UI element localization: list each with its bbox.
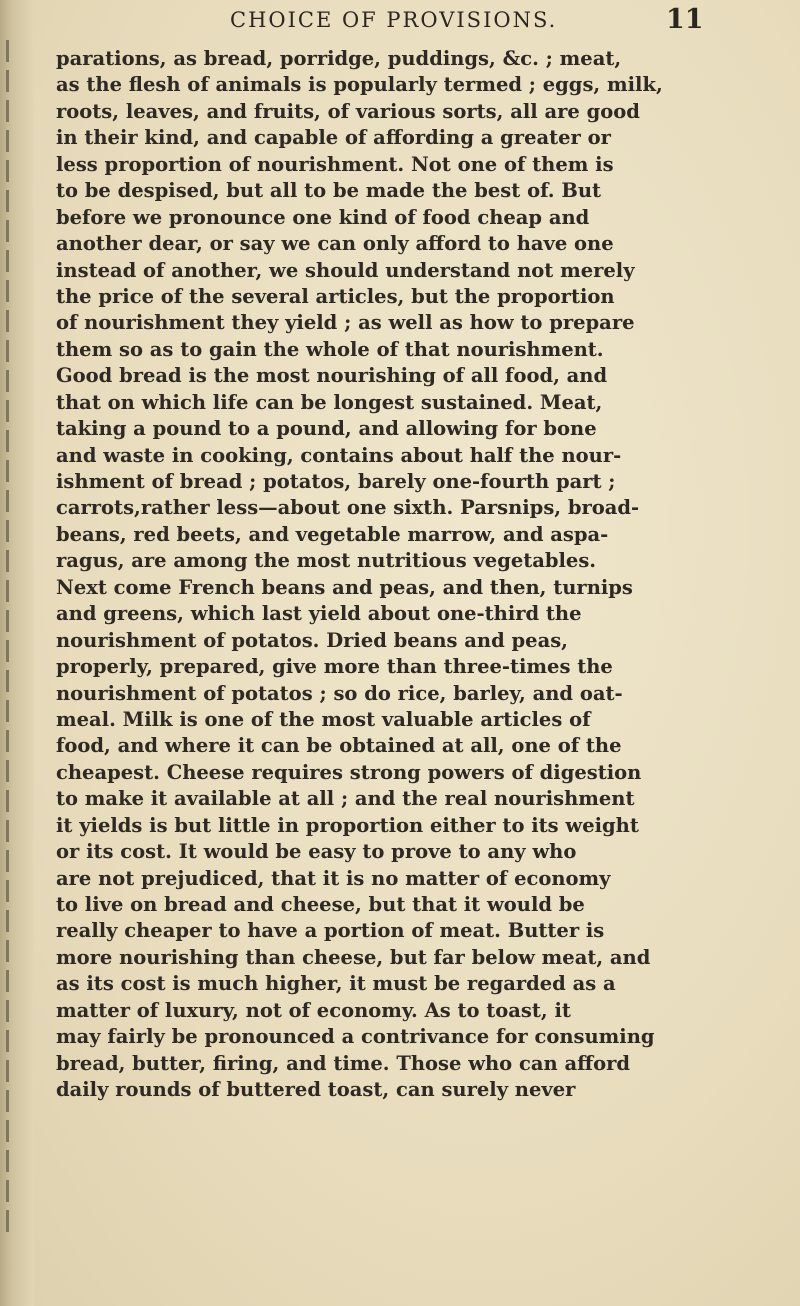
gutter-shadow bbox=[6, 40, 9, 1240]
page-number: 11 bbox=[666, 4, 704, 35]
text-line: to be despised, but all to be made the best of. But bbox=[56, 179, 602, 203]
text-line: them so as to gain the whole of that nourishment. bbox=[56, 337, 604, 361]
text-line: to make it available at all ; and the real nourishment bbox=[56, 787, 635, 811]
body-text bbox=[56, 46, 776, 1104]
text-line: are not prejudiced, that it is no matter of economy bbox=[56, 866, 611, 890]
text-line: the price of the several articles, but the proportion bbox=[56, 284, 615, 308]
text-line: that on which life can be longest sustained. Meat, bbox=[56, 390, 603, 414]
text-line: nourishment of potatos. Dried beans and peas, bbox=[56, 628, 568, 652]
text-line: matter of luxury, not of economy. As to toast, it bbox=[56, 998, 571, 1022]
text-line: parations, as bread, porridge, puddings, &c. ; meat, bbox=[56, 47, 622, 70]
text-line: ragus, are among the most nutritious vegetables. bbox=[56, 549, 597, 573]
text-line: more nourishing than cheese, but far below meat, and bbox=[56, 945, 651, 969]
text-line: bread, butter, firing, and time. Those who can afford bbox=[56, 1051, 631, 1075]
text-line: or its cost. It would be easy to prove to any who bbox=[56, 840, 577, 864]
text-line: roots, leaves, and fruits, of various sorts, all are good bbox=[56, 99, 640, 123]
text-line: carrots,rather less—about one sixth. Parsnips, broad- bbox=[56, 496, 640, 520]
text-line: meal. Milk is one of the most valuable articles of bbox=[56, 707, 591, 731]
text-line: it yields is but little in proportion either to its weight bbox=[56, 813, 639, 837]
text-line: beans, red beets, and vegetable marrow, and aspa- bbox=[56, 522, 609, 546]
text-line: of nourishment they yield ; as well as how to prepare bbox=[56, 311, 635, 335]
text-line: ishment of bread ; potatos, barely one-fourth part ; bbox=[56, 470, 616, 493]
text-line: as the flesh of animals is popularly termed ; eggs, milk, bbox=[56, 73, 663, 97]
text-line: food, and where it can be obtained at all, one of the bbox=[56, 734, 622, 758]
text-line: nourishment of potatos ; so do rice, barley, and oat- bbox=[56, 681, 623, 705]
text-line: Next come French beans and peas, and then, turnips bbox=[56, 575, 633, 599]
text-line: instead of another, we should understand not merely bbox=[56, 258, 635, 282]
text-line: another dear, or say we can only afford to have one bbox=[56, 232, 614, 256]
text-line: to live on bread and cheese, but that it would be bbox=[56, 893, 585, 916]
text-line: as its cost is much higher, it must be regarded as a bbox=[56, 972, 616, 996]
page-header bbox=[60, 4, 790, 46]
text-line: and waste in cooking, contains about half the nour- bbox=[56, 443, 622, 467]
text-line: properly, prepared, give more than three-times the bbox=[56, 655, 613, 679]
text-line: taking a pound to a pound, and allowing for bone bbox=[56, 417, 597, 441]
text-line: daily rounds of buttered toast, can surely never bbox=[56, 1078, 576, 1102]
text-line: Good bread is the most nourishing of all food, and bbox=[56, 364, 608, 388]
page-gutter bbox=[0, 0, 34, 1306]
text-line: and greens, which last yield about one-third the bbox=[56, 602, 582, 626]
running-head: CHOICE OF PROVISIONS. bbox=[230, 8, 558, 32]
text-line: in their kind, and capable of affording a greater or bbox=[56, 126, 611, 150]
text-line: before we pronounce one kind of food cheap and bbox=[56, 205, 590, 229]
text-line: cheapest. Cheese requires strong powers of digestion bbox=[56, 760, 642, 784]
text-line: may fairly be pronounced a contrivance for consuming bbox=[56, 1025, 655, 1049]
text-line: less proportion of nourishment. Not one of them is bbox=[56, 152, 614, 176]
text-line: really cheaper to have a portion of meat. Butter is bbox=[56, 919, 605, 943]
